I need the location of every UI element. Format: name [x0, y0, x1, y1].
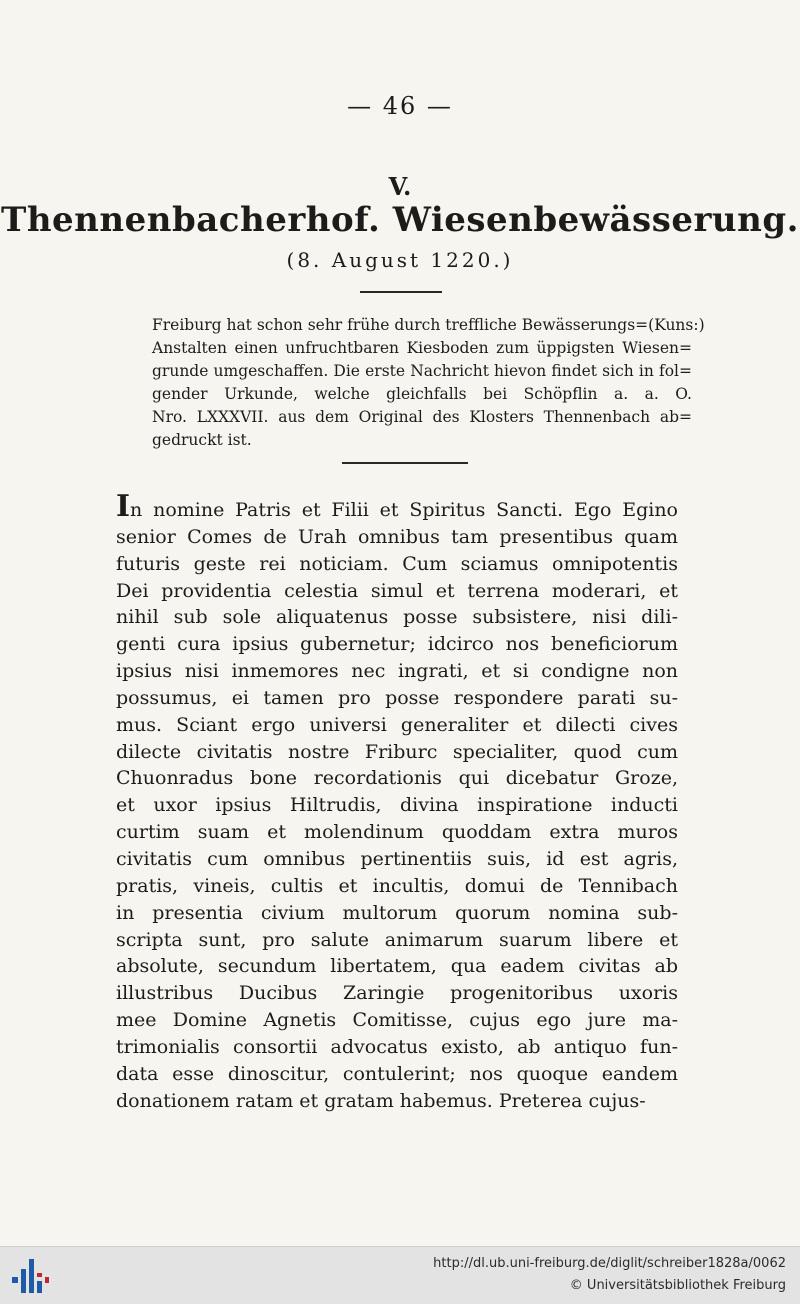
- text-line: futuris geste rei noticiam. Cum sciamus omnipotentis: [116, 552, 678, 575]
- text-line: scripta sunt, pro salute animarum suarum libere et: [116, 928, 678, 951]
- text-line: senior Comes de Urah omnibus tam presentibus quam: [116, 525, 678, 548]
- text-line: In nomine Patris et Filii et Spiritus Sancti. Ego Egino: [116, 489, 678, 524]
- intro-divider: [342, 462, 468, 464]
- title-divider: [360, 291, 442, 293]
- text-line: possumus, ei tamen pro posse respondere parati su-: [116, 686, 678, 709]
- intro-line: Freiburg hat schon sehr frühe durch treffliche Bewässerungs=(Kuns:): [152, 316, 705, 334]
- text-line: absolute, secundum libertatem, qua eadem civitas ab: [116, 955, 678, 978]
- text-line: curtim suam et molendinum quoddam extra muros: [116, 821, 678, 844]
- text-line: mus. Sciant ergo universi generaliter et dilecti cives: [116, 713, 678, 736]
- intro-note: [152, 314, 705, 452]
- section-date: (8. August 1220.): [286, 248, 514, 272]
- text-line: mee Domine Agnetis Comitisse, cujus ego jure ma-: [116, 1009, 678, 1032]
- text-line: dilecte civitatis nostre Friburc specialiter, quod cum: [116, 740, 678, 763]
- text-line: genti cura ipsius gubernetur; idcirco nos beneficiorum: [116, 633, 678, 656]
- text-line: ipsius nisi inmemores nec ingrati, et si condigne non: [116, 660, 678, 683]
- text-line: data esse dinoscitur, contulerint; nos quoque eandem: [116, 1062, 678, 1085]
- copyright-notice: © Universitätsbibliothek Freiburg: [569, 1278, 786, 1293]
- text-line: trimonialis consortii advocatus existo, ab antiquo fun-: [116, 1035, 678, 1058]
- viewer-footer: [0, 1246, 800, 1304]
- text-line: pratis, vineis, cultis et incultis, domui de Tennibach: [116, 874, 678, 897]
- text-line: et uxor ipsius Hiltrudis, divina inspiratione inducti: [116, 794, 678, 817]
- section-number: V.: [388, 172, 412, 201]
- intro-line: Nro. LXXXVII. aus dem Original des Klosters Thennenbach ab=: [152, 408, 692, 426]
- ub-freiburg-logo-icon[interactable]: [10, 1255, 50, 1297]
- intro-line: Anstalten einen unfruchtbaren Kiesboden zum üppigsten Wiesen=: [152, 339, 692, 357]
- text-line: Chuonradus bone recordationis qui dicebatur Groze,: [116, 767, 678, 790]
- page-number: — 46 —: [347, 92, 453, 120]
- text-line: civitatis cum omnibus pertinentiis suis, id est agris,: [116, 847, 678, 870]
- section-title: Thennenbacherhof. Wiesenbewässerung.: [1, 200, 799, 240]
- charter-text: [116, 489, 678, 1114]
- text-line: illustribus Ducibus Zaringie progenitoribus uxoris: [116, 982, 678, 1005]
- text-line: in presentia civium multorum quorum nomina sub-: [116, 901, 678, 924]
- intro-line: gender Urkunde, welche gleichfalls bei Schöpflin a. a. O.: [152, 385, 692, 403]
- text-line: donationem ratam et gratam habemus. Preterea cujus-: [116, 1089, 646, 1112]
- text-line: nihil sub sole aliquatenus posse subsistere, nisi dili-: [116, 606, 678, 629]
- intro-line: grunde umgeschaffen. Die erste Nachricht hievon findet sich in fol=: [152, 362, 692, 380]
- text-line: Dei providentia celestia simul et terrena moderari, et: [116, 579, 678, 602]
- intro-line: gedruckt ist.: [152, 431, 252, 449]
- page-url-link[interactable]: http://dl.ub.uni-freiburg.de/diglit/schreiber1828a/0062: [433, 1256, 786, 1271]
